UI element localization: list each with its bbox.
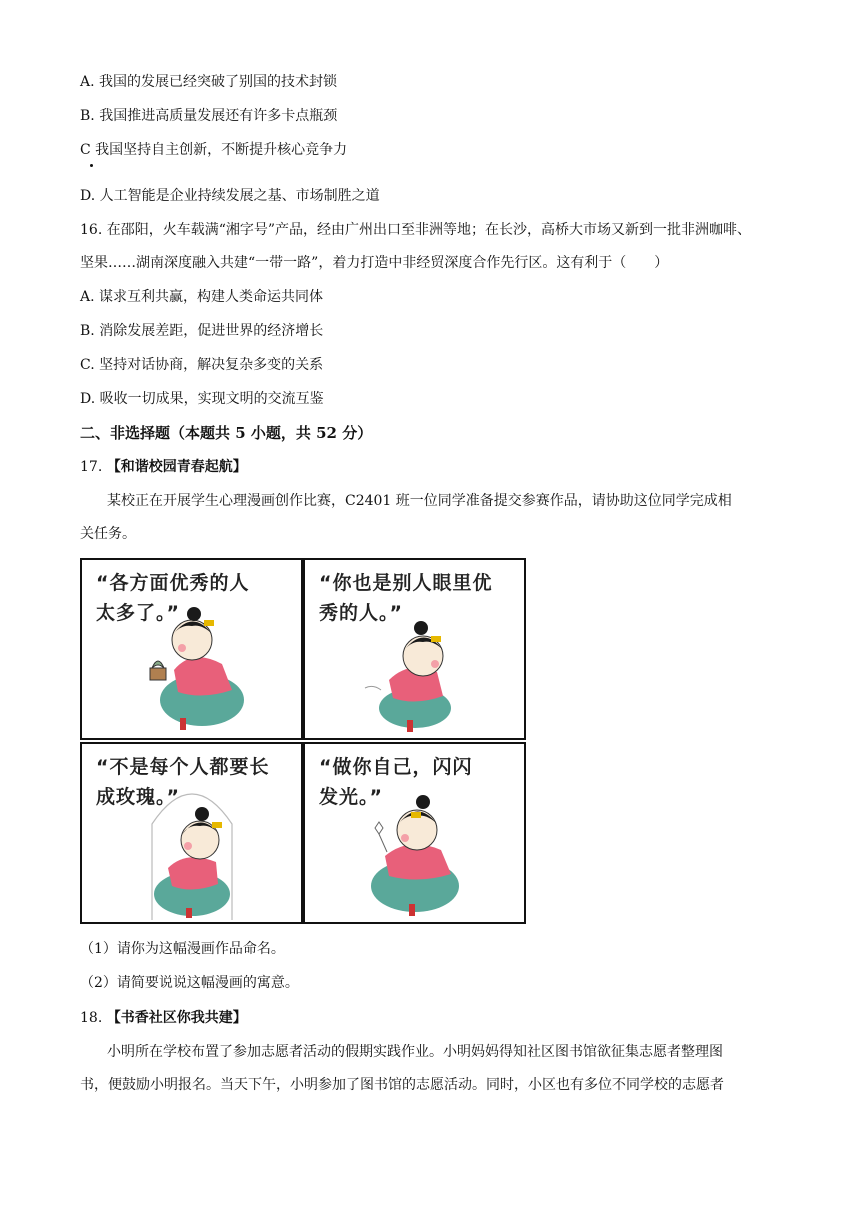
comic-panel-4-caption: “做你自己，闪闪 发光。” bbox=[319, 756, 473, 808]
q16-option-d: D. 吸收一切成果，实现文明的交流互鉴 bbox=[80, 391, 324, 407]
section2-title: 二、非选择题（本题共 5 小题，共 52 分） bbox=[80, 424, 373, 442]
q15-option-a: A. 我国的发展已经突破了别国的技术封锁 bbox=[80, 74, 338, 90]
q16-stem-line2: 坚果……湖南深度融入共建“一带一路”，着力打造中非经贸深度合作先行区。这有利于（ ） bbox=[80, 255, 669, 271]
comic-panel-3-caption: “不是每个人都要长 成玫瑰。” bbox=[96, 756, 270, 808]
q15-option-d: D. 人工智能是企业持续发展之基、市场制胜之道 bbox=[80, 188, 380, 204]
comic-figure-2 bbox=[305, 560, 524, 738]
q17-intro-line2: 关任务。 bbox=[80, 526, 136, 542]
q16-option-c: C. 坚持对话协商，解决复杂多变的关系 bbox=[80, 357, 324, 373]
comic-panel-4 bbox=[303, 742, 526, 924]
q17-title: 【和谐校园青春起航】 bbox=[106, 459, 247, 475]
q18-title: 【书香社区你我共建】 bbox=[106, 1010, 247, 1026]
stray-dot bbox=[90, 164, 93, 167]
q15-option-c: C 我国坚持自主创新，不断提升核心竞争力 bbox=[80, 142, 348, 158]
q17-heading bbox=[80, 457, 247, 477]
q16-stem-line1: 16. 在邵阳，火车载满“湘字号”产品，经由广州出口至非洲等地；在长沙，高桥大市场又新到一批非洲咖啡、 bbox=[80, 222, 752, 238]
comic-panel-3 bbox=[80, 742, 303, 924]
comic-figure-3 bbox=[82, 744, 301, 922]
q18-heading bbox=[80, 1008, 247, 1028]
q17-sub1: （1）请你为这幅漫画作品命名。 bbox=[80, 941, 285, 957]
comic-figure-1 bbox=[82, 560, 301, 738]
q18-intro-line1: 小明所在学校布置了参加志愿者活动的假期实践作业。小明妈妈得知社区图书馆欲征集志愿者整理图 bbox=[107, 1044, 723, 1060]
comic-figure-4 bbox=[305, 744, 524, 922]
q16-option-a: A. 谋求互利共赢，构建人类命运共同体 bbox=[80, 289, 324, 305]
comic-panel-2-caption: “你也是别人眼里优 秀的人。” bbox=[319, 572, 493, 624]
q15-option-b: B. 我国推进高质量发展还有许多卡点瓶颈 bbox=[80, 108, 338, 124]
q18-intro-line2: 书，便鼓励小明报名。当天下午，小明参加了图书馆的志愿活动。同时，小区也有多位不同学校的志愿者 bbox=[80, 1077, 724, 1093]
q17-intro-line1: 某校正在开展学生心理漫画创作比赛，C2401 班一位同学准备提交参赛作品，请协助这位同学完成相 bbox=[107, 493, 732, 509]
q17-number: 17. bbox=[80, 459, 107, 475]
q17-sub2: （2）请简要说说这幅漫画的寓意。 bbox=[80, 975, 299, 991]
q18-number: 18. bbox=[80, 1010, 107, 1026]
comic-panel-2 bbox=[303, 558, 526, 740]
q16-option-b: B. 消除发展差距，促进世界的经济增长 bbox=[80, 323, 324, 339]
comic-panel-1-caption: “各方面优秀的人 太多了。” bbox=[96, 572, 250, 624]
comic-panel-1 bbox=[80, 558, 303, 740]
